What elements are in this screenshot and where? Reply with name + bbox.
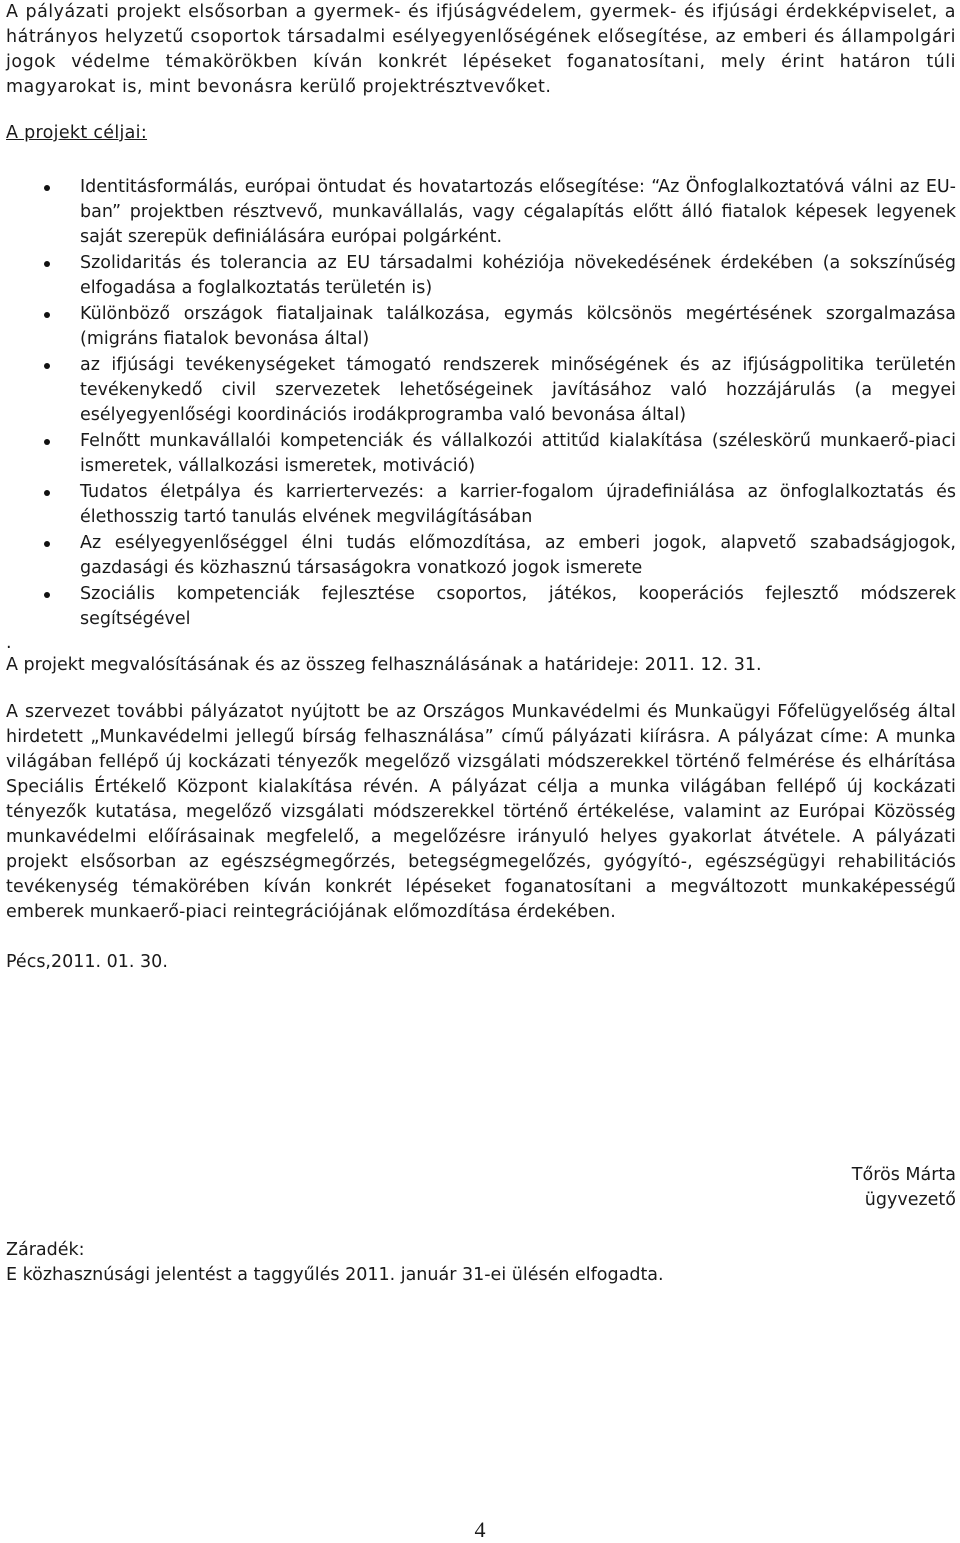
intro-paragraph: A pályázati projekt elsősorban a gyermek- és ifjúságvédelem, gyermek- és ifjúsági érdekképviselet, a hátrányos helyzetű csoportok társadalmi esélyegyenlőségének elősegítése, az emberi és állampolgári jogok védelme témakörökben kíván konkrét lépéseket foganatosítani, mely érint határon túli magyarokat is, mint bevonásra kerülő projektrésztvevőket. — [6, 2, 956, 97]
page-number: 4 — [474, 1517, 486, 1542]
document-page — [6, 0, 956, 1285]
goals-list — [6, 175, 956, 632]
bullet-icon — [44, 592, 50, 598]
list-item: Felnőtt munkavállalói kompetenciák és vállalkozói attitűd kialakítása (széleskörű munkaerő-piaci ismeretek, vállalkozási ismeretek, motiváció) — [6, 429, 956, 479]
stray-dot: . — [6, 633, 12, 653]
bullet-icon — [44, 261, 50, 267]
list-item: az ifjúsági tevékenységeket támogató rendszerek minőségének és az ifjúságpolitika területén tevékenykedő civil szervezetek lehetőségeinek javításához való hozzájárulás (a megyei esélyegyenlőségi koordinációs irodákprogramba való bevonása által) — [6, 353, 956, 428]
bullet-icon — [44, 363, 50, 369]
goals-heading: A projekt céljai: — [6, 123, 148, 143]
signer-name: Tőrös Márta — [851, 1165, 956, 1185]
bullet-icon — [44, 312, 50, 318]
list-item: Az esélyegyenlőséggel élni tudás előmozdítása, az emberi jogok, alapvető szabadságjogok, gazdasági és közhasznú társaságokra vonatkozó jogok ismerete — [6, 531, 956, 581]
place-date: Pécs,2011. 01. 30. — [6, 952, 168, 972]
closing-label: Záradék: — [6, 1240, 85, 1260]
bullet-icon — [44, 439, 50, 445]
list-item: Identitásformálás, európai öntudat és hovatartozás elősegítése: “Az Önfoglalkoztatóvá válni az EU-ban” projektben résztvevő, munkavállalás, vagy cégalapítás előtt álló fiatalok képesek legyenek saját szerepük definiálására európai polgárként. — [6, 175, 956, 250]
second-application-paragraph: A szervezet további pályázatot nyújtott be az Országos Munkavédelmi és Munkaügyi Főfelügyelőség által hirdetett „Munkavédelmi jellegű bírság felhasználása” című pályázati kiírásra. A pályázat címe: A munka világában fellépő új kockázati tényezők megelőző vizsgálati módszerekkel történő felmérése és elhárítása Speciális Értékelő Központ kialakítása révén. A pályázat célja a munka világában fellépő új kockázati tényezők kutatása, megelőző vizsgálati módszerekkel történő értékelése, valamint az Európai Közösség munkavédelmi előírásainak megfelelő, a megelőzésre irányuló helyes gyakorlat átvétele. A pályázati projekt elsősorban az egészségmegőrzés, betegségmegelőzés, gyógyító-, egészségügyi rehabilitációs tevékenység témakörében kíván konkrét lépéseket foganatosítani a megváltozott munkaképességű emberek munkaerő-piaci reintegrációjának előmozdítása érdekében. — [6, 702, 956, 922]
deadline-paragraph: A projekt megvalósításának és az összeg felhasználásának a határideje: 2011. 12. 31. — [6, 655, 762, 675]
bullet-icon — [44, 541, 50, 547]
closing-text: E közhasznúsági jelentést a taggyűlés 2011. január 31-ei ülésén elfogadta. — [6, 1265, 664, 1285]
signature-block — [852, 1163, 956, 1213]
signer-title: ügyvezető — [864, 1190, 956, 1210]
list-item: Szolidaritás és tolerancia az EU társadalmi kohéziója növekedésének érdekében (a sokszínűség elfogadása a foglalkoztatás területén is) — [6, 251, 956, 301]
list-item: Szociális kompetenciák fejlesztése csoportos, játékos, kooperációs fejlesztő módszerek segítségével — [6, 582, 956, 632]
list-item: Tudatos életpálya és karriertervezés: a karrier-fogalom újradefiniálása az önfoglalkoztatás és élethosszig tartó tanulás elvének megvilágításában — [6, 480, 956, 530]
closing-clause — [6, 1238, 664, 1288]
bullet-icon — [44, 490, 50, 496]
bullet-icon — [44, 185, 50, 191]
list-item: Különböző országok fiataljainak találkozása, egymás kölcsönös megértésének szorgalmazása (migráns fiatalok bevonása által) — [6, 302, 956, 352]
